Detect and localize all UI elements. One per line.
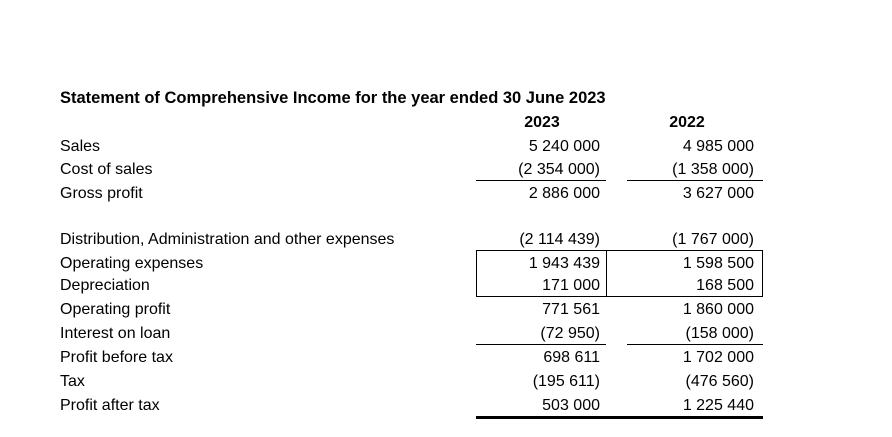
value-2022-profit-after-tax: 1 225 440 [682, 397, 754, 414]
row-label-operating-expenses: Operating expenses [60, 255, 204, 272]
statement-title: Statement of Comprehensive Income for the year ended 30 June 2023 [60, 89, 606, 107]
value-2022-sales: 4 985 000 [682, 138, 754, 155]
value-2022-operating-expenses: 1 598 500 [682, 255, 754, 272]
value-2023-profit-before-tax: 698 611 [543, 349, 600, 366]
value-2023-distribution-admin-expenses: (2 114 439) [519, 231, 600, 248]
year-header-2023: 2023 [524, 114, 560, 131]
subtotal-line-2023 [476, 180, 606, 181]
value-2022-operating-profit: 1 860 000 [682, 301, 754, 318]
row-label-distribution-admin-expenses: Distribution, Administration and other expenses [60, 231, 395, 248]
value-2023-operating-profit: 771 561 [542, 301, 600, 318]
value-2023-tax: (195 611) [532, 373, 600, 390]
value-2022-distribution-admin-expenses: (1 767 000) [672, 231, 754, 248]
year-header-2022: 2022 [669, 114, 705, 131]
row-label-operating-profit: Operating profit [60, 301, 171, 318]
value-2023-operating-expenses: 1 943 439 [528, 255, 600, 272]
row-label-gross-profit: Gross profit [60, 185, 143, 202]
value-2022-cost-of-sales: (1 358 000) [672, 161, 754, 178]
row-label-tax: Tax [60, 373, 85, 390]
row-label-interest-on-loan: Interest on loan [60, 325, 171, 342]
row-label-depreciation: Depreciation [60, 277, 150, 294]
row-label-profit-after-tax: Profit after tax [60, 397, 160, 414]
row-label-profit-before-tax: Profit before tax [60, 349, 173, 366]
value-2023-depreciation: 171 000 [542, 277, 600, 294]
value-2023-cost-of-sales: (2 354 000) [518, 161, 600, 178]
value-2023-profit-after-tax: 503 000 [542, 397, 600, 414]
value-2022-depreciation: 168 500 [696, 277, 754, 294]
pretax-line-2023 [476, 344, 606, 345]
value-2022-profit-before-tax: 1 702 000 [682, 349, 754, 366]
value-2022-tax: (476 560) [685, 373, 754, 390]
value-2023-sales: 5 240 000 [528, 138, 600, 155]
value-2022-gross-profit: 3 627 000 [682, 185, 754, 202]
row-label-sales: Sales [60, 138, 101, 155]
value-2022-interest-on-loan: (158 000) [685, 325, 754, 342]
pretax-line-2022 [627, 344, 763, 345]
row-label-cost-of-sales: Cost of sales [60, 161, 153, 178]
total-double-underline [476, 416, 763, 419]
value-2023-interest-on-loan: (72 950) [540, 325, 600, 342]
subtotal-line-2022 [627, 180, 763, 181]
value-2023-gross-profit: 2 886 000 [528, 185, 600, 202]
